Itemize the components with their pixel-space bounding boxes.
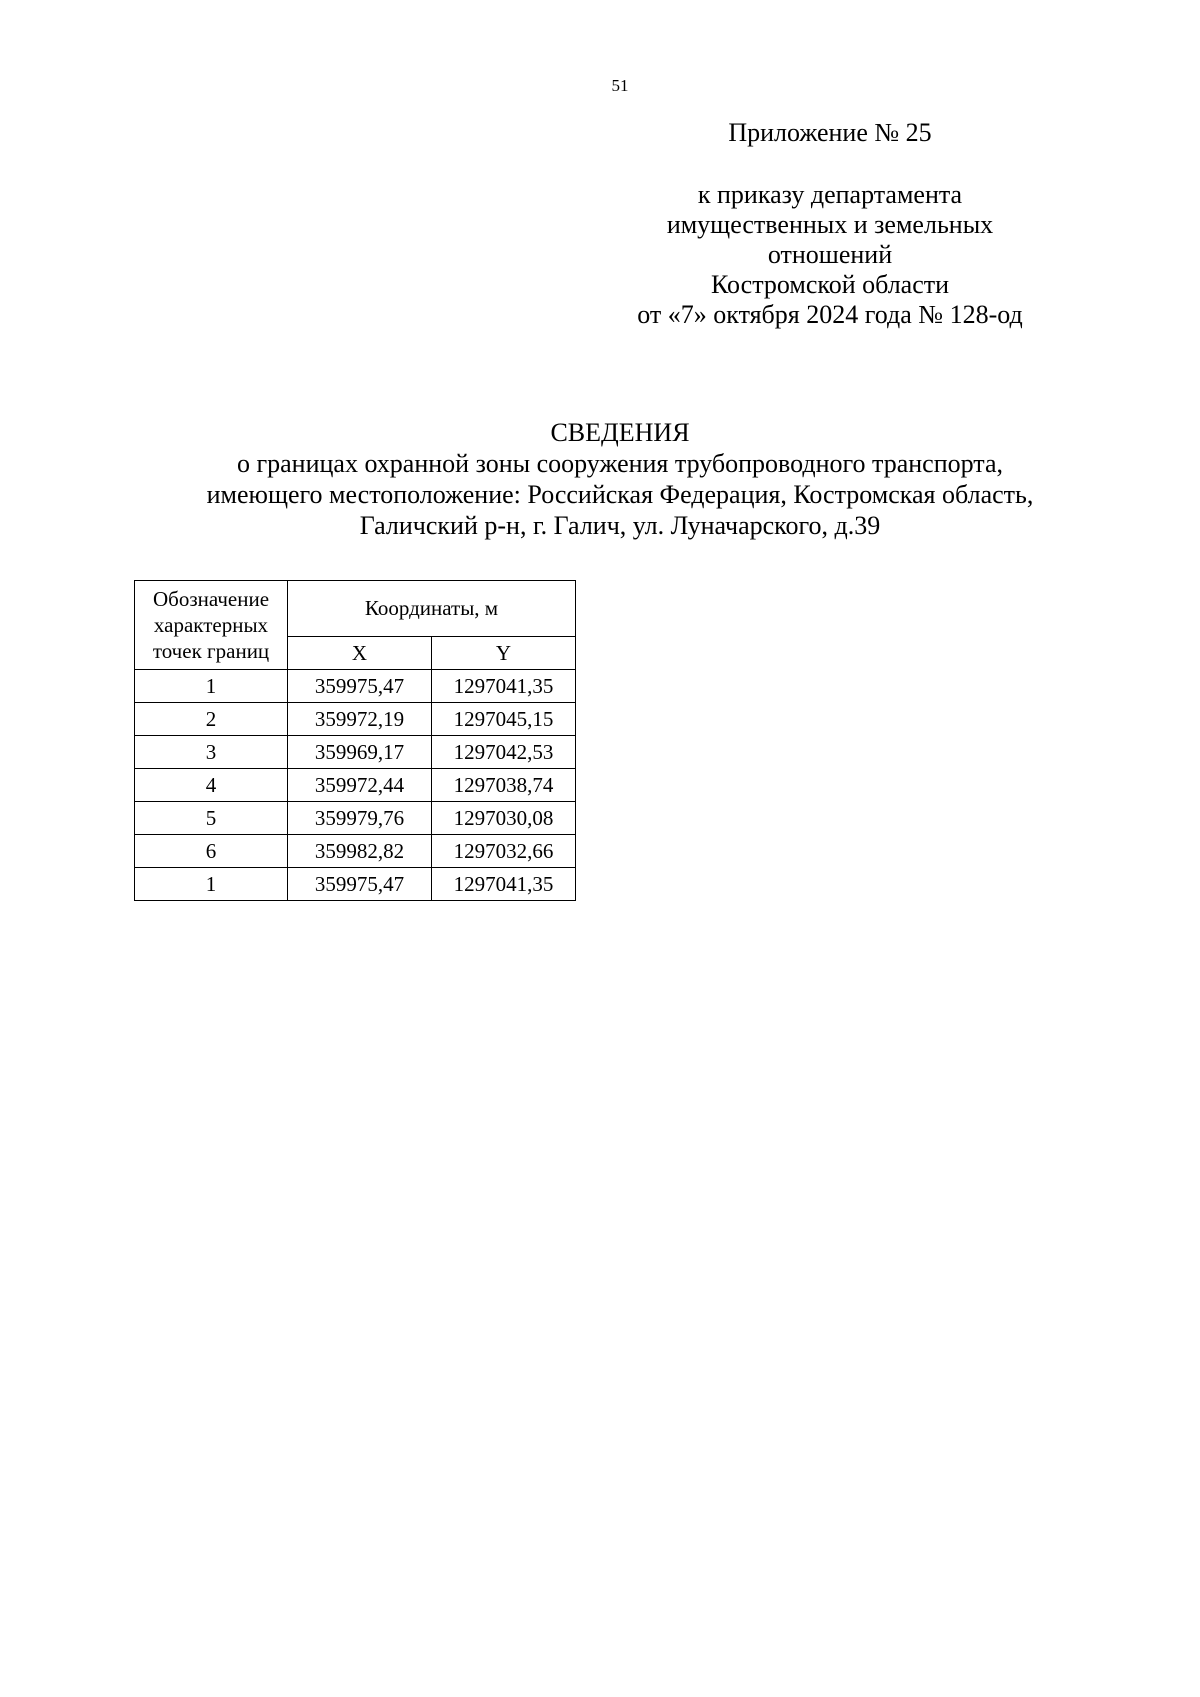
- point-cell: 1: [135, 868, 288, 901]
- heading-line: имеющего местоположение: Российская Федерация, Костромская область,: [206, 480, 1034, 509]
- appendix-line: Костромской области: [710, 270, 950, 299]
- appendix-line: отношений: [767, 240, 893, 269]
- coords-header-cell: Координаты, м: [288, 581, 576, 637]
- table-row: [135, 736, 576, 769]
- table-row: [135, 868, 576, 901]
- x-cell: 359975,47: [288, 868, 432, 901]
- y-header-cell: Y: [432, 637, 576, 670]
- x-cell: 359975,47: [288, 670, 432, 703]
- point-header-line: характерных: [153, 613, 269, 637]
- table-row: [135, 703, 576, 736]
- point-cell: 5: [135, 802, 288, 835]
- point-header-line: Обозначение: [152, 587, 270, 611]
- y-cell: 1297038,74: [432, 769, 576, 802]
- y-cell: 1297045,15: [432, 703, 576, 736]
- table-header-row: [135, 581, 576, 637]
- point-cell: 2: [135, 703, 288, 736]
- x-header-cell: X: [288, 637, 432, 670]
- x-cell: 359982,82: [288, 835, 432, 868]
- point-cell: 3: [135, 736, 288, 769]
- x-cell: 359969,17: [288, 736, 432, 769]
- appendix-line: к приказу департамента: [697, 180, 963, 209]
- x-cell: 359972,19: [288, 703, 432, 736]
- table-row: [135, 835, 576, 868]
- x-cell: 359979,76: [288, 802, 432, 835]
- y-cell: 1297041,35: [432, 670, 576, 703]
- heading-line: Галичский р-н, г. Галич, ул. Луначарского, д.39: [359, 511, 881, 540]
- coordinates-table: [134, 580, 576, 901]
- appendix-block: [620, 118, 1040, 330]
- appendix-line: имущественных и земельных: [666, 210, 994, 239]
- point-cell: 1: [135, 670, 288, 703]
- point-cell: 6: [135, 835, 288, 868]
- document-heading: [130, 417, 1110, 541]
- appendix-title: Приложение № 25: [728, 118, 932, 147]
- y-cell: 1297041,35: [432, 868, 576, 901]
- table-row: [135, 769, 576, 802]
- table-row: [135, 670, 576, 703]
- y-cell: 1297032,66: [432, 835, 576, 868]
- document-title: СВЕДЕНИЯ: [550, 418, 690, 447]
- point-header-cell: [135, 581, 288, 670]
- table-row: [135, 802, 576, 835]
- point-header-line: точек границ: [152, 639, 270, 663]
- heading-line: о границах охранной зоны сооружения трубопроводного транспорта,: [236, 449, 1004, 478]
- y-cell: 1297030,08: [432, 802, 576, 835]
- page-number: 51: [611, 76, 629, 95]
- y-cell: 1297042,53: [432, 736, 576, 769]
- x-cell: 359972,44: [288, 769, 432, 802]
- point-cell: 4: [135, 769, 288, 802]
- appendix-line: от «7» октября 2024 года № 128-од: [637, 300, 1023, 329]
